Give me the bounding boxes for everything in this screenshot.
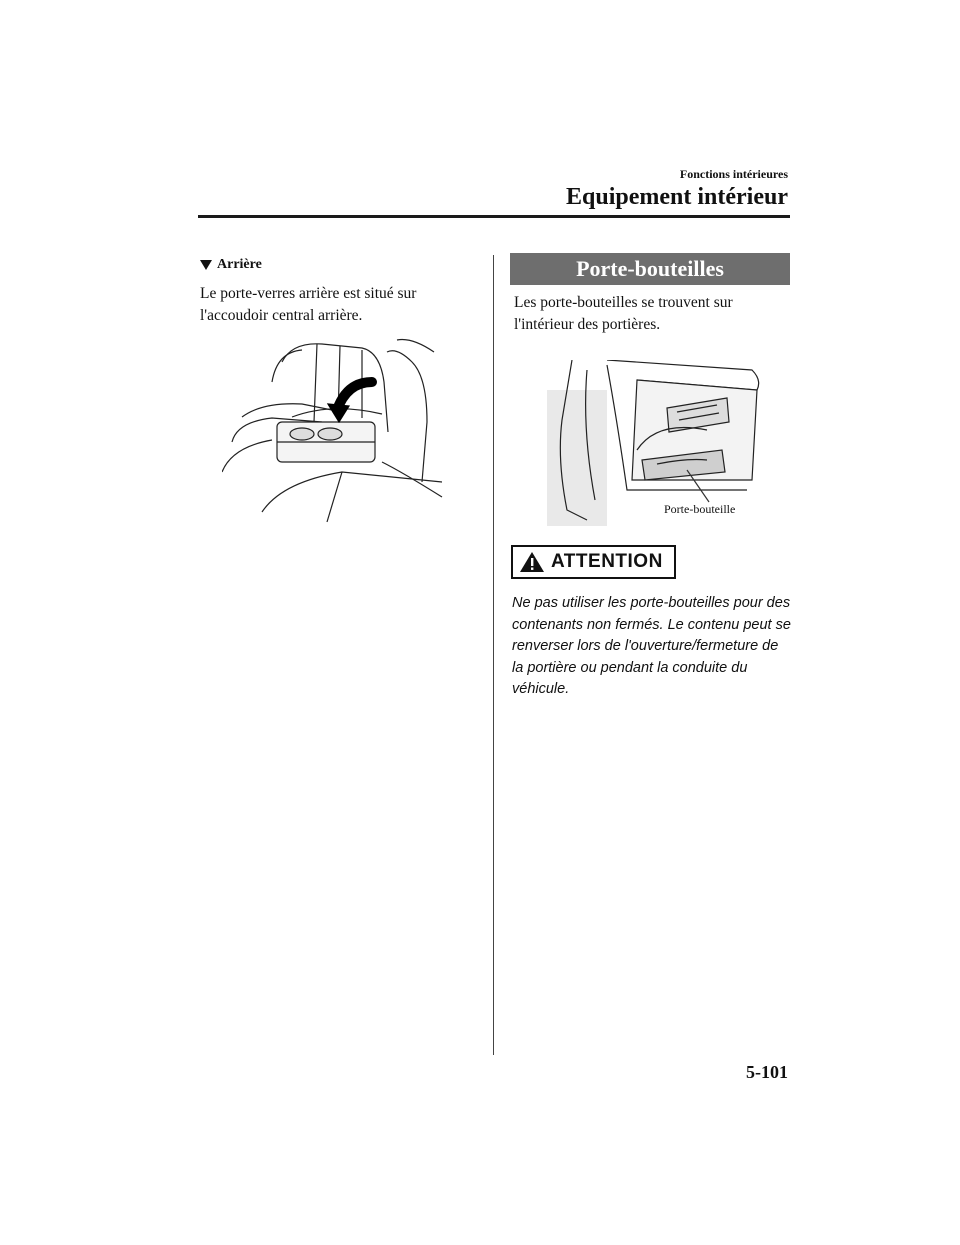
- left-paragraph: Le porte-verres arrière est situé sur l'accoudoir central arrière.: [200, 285, 417, 324]
- rear-armrest-illustration: [222, 322, 450, 527]
- triangle-down-icon: [200, 260, 212, 270]
- header-rule: [198, 215, 790, 218]
- right-paragraph: Les porte-bouteilles se trouvent sur l'intérieur des portières.: [514, 294, 733, 333]
- warning-text: Ne pas utiliser les porte-bouteilles pour des contenants non fermés. Le contenu peut se renverser lors de l'ouverture/fermeture de la portière ou pendant la conduite du véhicule.: [512, 595, 791, 697]
- figure-label: Porte-bouteille: [664, 502, 736, 516]
- subheading-text: Arrière: [217, 257, 262, 272]
- warning-box: [511, 545, 676, 579]
- column-divider: [493, 255, 494, 1055]
- chapter-title: Fonctions intérieures: [679, 167, 788, 181]
- subheading: [200, 257, 262, 273]
- section-heading-bar: Porte-bouteilles: [510, 253, 790, 285]
- page-number: 5-101: [746, 1062, 788, 1082]
- warning-title: ATTENTION: [551, 551, 663, 572]
- section-title: Equipement intérieur: [566, 184, 788, 210]
- warning-triangle-icon: [519, 551, 545, 573]
